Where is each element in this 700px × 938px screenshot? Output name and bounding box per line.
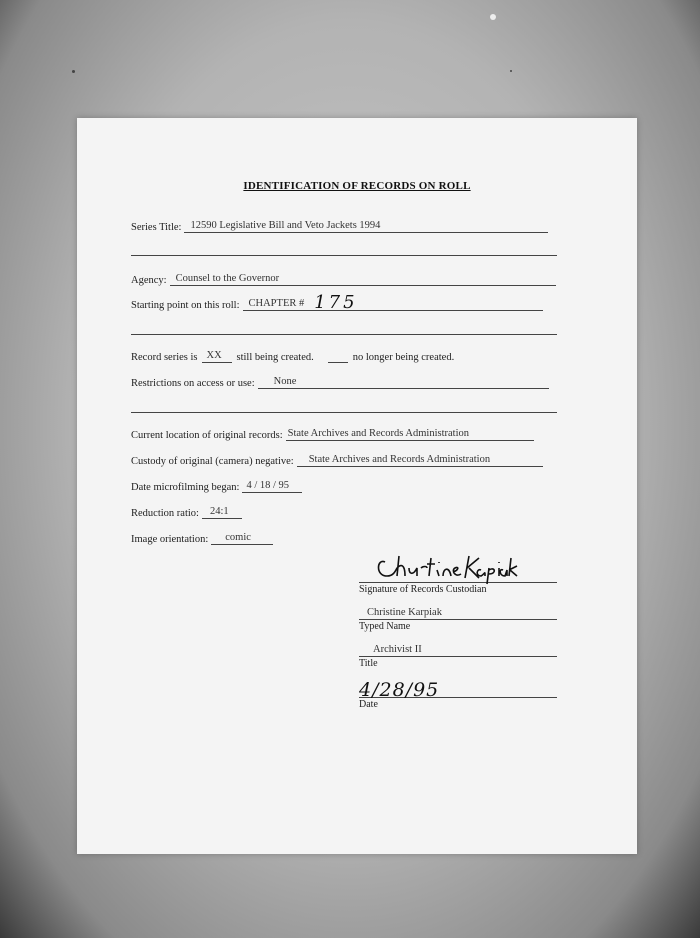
orientation-row — [131, 532, 273, 545]
form-heading: IDENTIFICATION OF RECORDS ON ROLL — [243, 180, 471, 192]
records-identification-form — [77, 118, 637, 854]
starting-point-handwritten: 175 — [314, 292, 358, 313]
custody-row — [131, 454, 543, 467]
signature-block — [359, 554, 557, 710]
agency-label: Agency: — [131, 275, 167, 286]
custody-label: Custody of original (camera) negative: — [131, 456, 294, 467]
date-began-value: 4 / 18 / 95 — [242, 480, 302, 493]
agency-value: Counsel to the Governor — [170, 273, 556, 286]
date-began-label: Date microfilming began: — [131, 482, 240, 493]
signature-image — [373, 552, 523, 586]
current-location-row — [131, 428, 534, 441]
signature-caption: Signature of Records Custodian — [359, 584, 487, 595]
series-title-continuation-line — [131, 255, 557, 256]
typed-name-caption: Typed Name — [359, 621, 411, 632]
series-title-value: 12590 Legislative Bill and Veto Jackets 1994 — [184, 220, 548, 233]
series-title-label: Series Title: — [131, 222, 182, 233]
orientation-value: comic — [211, 532, 273, 545]
title-line — [359, 640, 557, 657]
starting-point-continuation-line — [131, 334, 557, 335]
date-line — [359, 673, 557, 701]
record-series-row — [131, 350, 454, 363]
date-caption: Date — [359, 699, 378, 710]
date-handwritten: 4/28/95 — [359, 679, 440, 701]
current-location-label: Current location of original records: — [131, 430, 283, 441]
still-created-label: still being created. — [236, 352, 314, 363]
orientation-label: Image orientation: — [131, 534, 209, 545]
reduction-label: Reduction ratio: — [131, 508, 199, 519]
restrictions-continuation-line — [131, 412, 557, 413]
custody-value: State Archives and Records Administration — [297, 454, 543, 467]
starting-point-label: Starting point on this roll: — [131, 300, 240, 311]
restrictions-row — [131, 376, 549, 389]
typed-name-line — [359, 603, 557, 620]
date-began-row — [131, 480, 302, 493]
restrictions-label: Restrictions on access or use: — [131, 378, 255, 389]
signature-line — [359, 554, 557, 583]
starting-point-value: CHAPTER # — [248, 298, 305, 309]
typed-name-value: Christine Karpiak — [367, 607, 442, 618]
no-longer-mark — [328, 362, 348, 363]
restrictions-value: None — [258, 376, 549, 389]
series-title-row — [131, 220, 548, 233]
starting-point-row — [131, 292, 543, 313]
title-value: Archivist II — [373, 644, 422, 655]
no-longer-label: no longer being created. — [352, 352, 455, 363]
current-location-value: State Archives and Records Administration — [286, 428, 534, 441]
starting-point-field — [243, 292, 543, 313]
reduction-value: 24:1 — [202, 506, 242, 519]
record-series-label: Record series is — [131, 352, 198, 363]
still-created-mark: XX — [202, 350, 232, 363]
agency-row — [131, 273, 556, 286]
reduction-row — [131, 506, 242, 519]
title-caption: Title — [359, 658, 378, 669]
